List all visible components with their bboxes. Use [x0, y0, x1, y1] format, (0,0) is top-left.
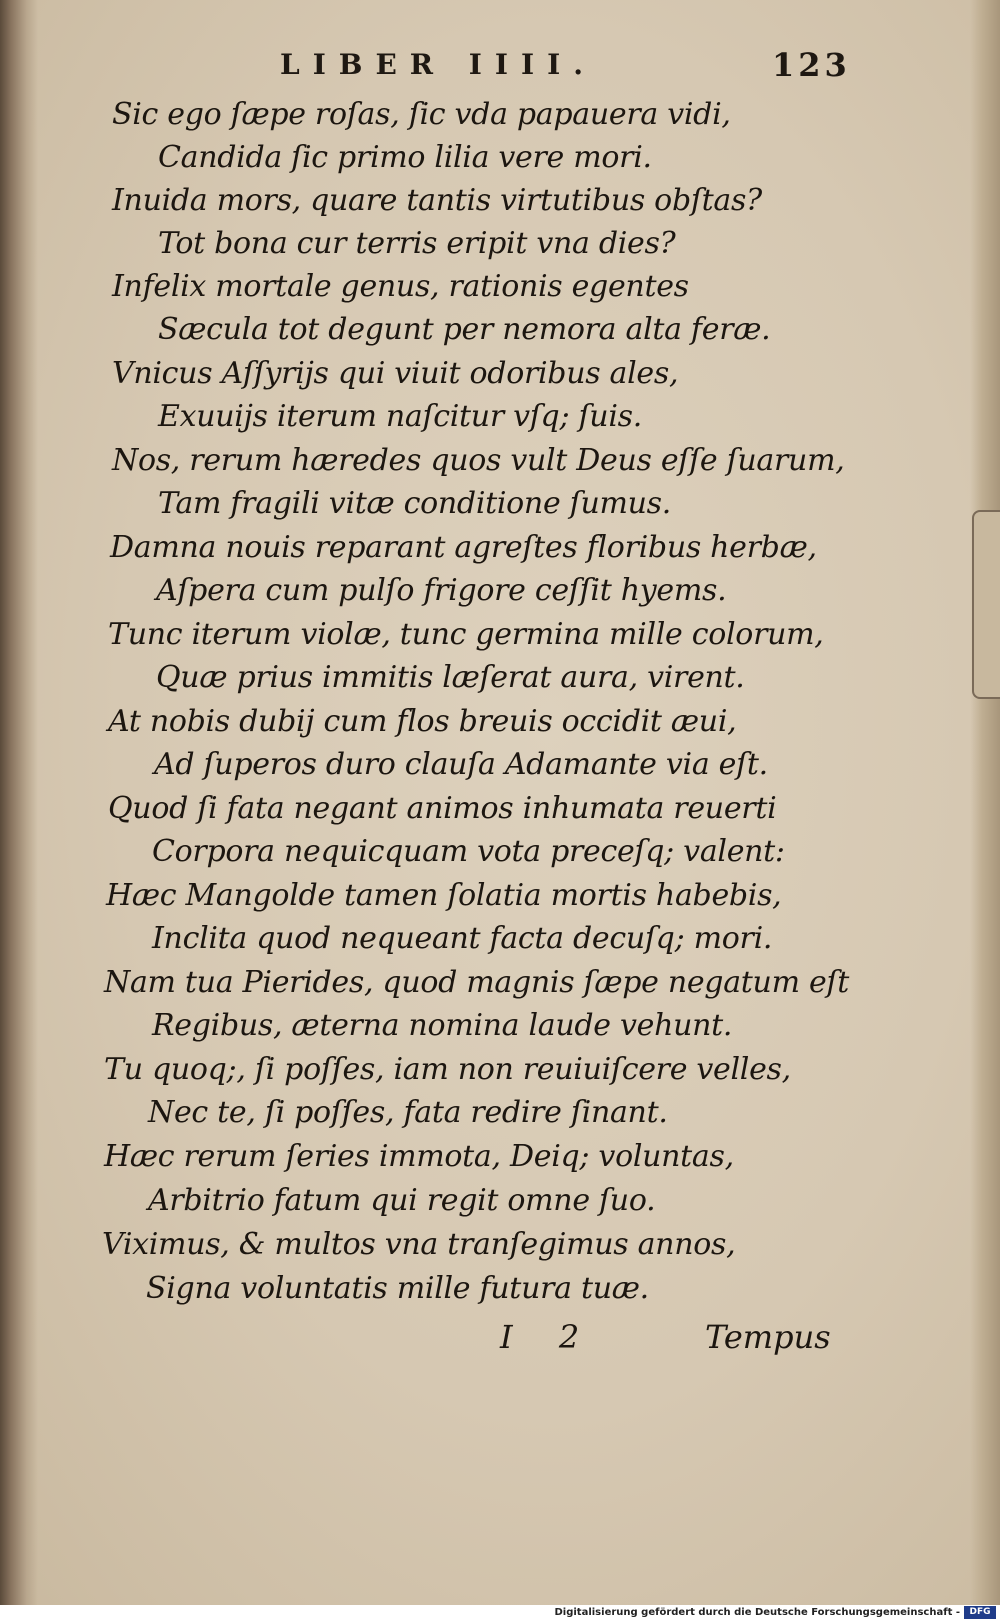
verse-line: Damna nouis reparant agreſtes floribus herbæ,: [110, 530, 817, 565]
verse-line: At nobis dubij cum flos breuis occidit æui,: [108, 704, 737, 739]
credit-text: Digitalisierung gefördert durch die Deutsche Forschungsgemeinschaft -: [554, 1607, 960, 1618]
verse-line: Exuuijs iterum naſcitur vſq; ſuis.: [158, 399, 642, 434]
running-head: LIBER IIII.: [280, 48, 596, 81]
credit-bar: [0, 1605, 1000, 1620]
verse-line: Nec te, ſi poſſes, fata redire ſinant.: [148, 1095, 668, 1130]
catchword: Tempus: [705, 1318, 831, 1356]
verse-line: Quod ſi fata negant animos inhumata reuerti: [108, 791, 777, 826]
verse-line: Tu quoq;, ſi poſſes, iam non reuiuiſcere velles,: [104, 1052, 791, 1087]
verse-line: Ad ſuperos duro clauſa Adamante via eſt.: [154, 747, 768, 782]
verse-line: Infelix mortale genus, rationis egentes: [112, 269, 689, 304]
page-footer: [0, 1318, 1000, 1378]
verse-line: Quæ prius immitis læſerat aura, virent.: [156, 660, 745, 695]
verse-line: Sic ego ſæpe roſas, ſic vda papauera vidi,: [112, 97, 731, 132]
verse-line: Tam fragili vitæ conditione ſumus.: [158, 486, 671, 521]
verse-line: Corpora nequicquam vota preceſq; valent:: [152, 834, 785, 869]
verse-line: Tot bona cur terris eripit vna dies?: [158, 226, 676, 261]
verse-line: Tunc iterum violæ, tunc germina mille colorum,: [108, 617, 824, 652]
verse-line: Candida ſic primo lilia vere mori.: [158, 140, 652, 175]
verse-line: Nam tua Pierides, quod magnis ſæpe negatum eſt: [104, 965, 849, 1000]
dfg-logo: DFG: [964, 1606, 996, 1619]
verse-line: Inclita quod nequeant facta decuſq; mori.: [152, 921, 773, 956]
verse-line: Signa voluntatis mille futura tuæ.: [146, 1271, 649, 1306]
page-number: 123: [772, 46, 851, 84]
verse-line: Nos, rerum hæredes quos vult Deus eſſe ſuarum,: [112, 443, 845, 478]
verse-line: Viximus, & multos vna tranſegimus annos,: [102, 1227, 736, 1262]
verse-line: Hæc rerum ſeries immota, Deiq; voluntas,: [104, 1139, 734, 1174]
signature-mark: I 2: [500, 1318, 598, 1356]
verse-line: Arbitrio fatum qui regit omne ſuo.: [148, 1183, 656, 1218]
verse-line: Aſpera cum pulſo frigore ceſſit hyems.: [156, 573, 727, 608]
verse-line: Sæcula tot degunt per nemora alta feræ.: [158, 312, 771, 347]
verse-line: Inuida mors, quare tantis virtutibus obſtas?: [112, 183, 762, 218]
verse-line: Hæc Mangolde tamen ſolatia mortis habebis,: [106, 878, 782, 913]
verse-line: Vnicus Aſſyrijs qui viuit odoribus ales,: [112, 356, 679, 391]
verse-line: Regibus, æterna nomina laude vehunt.: [152, 1008, 733, 1043]
